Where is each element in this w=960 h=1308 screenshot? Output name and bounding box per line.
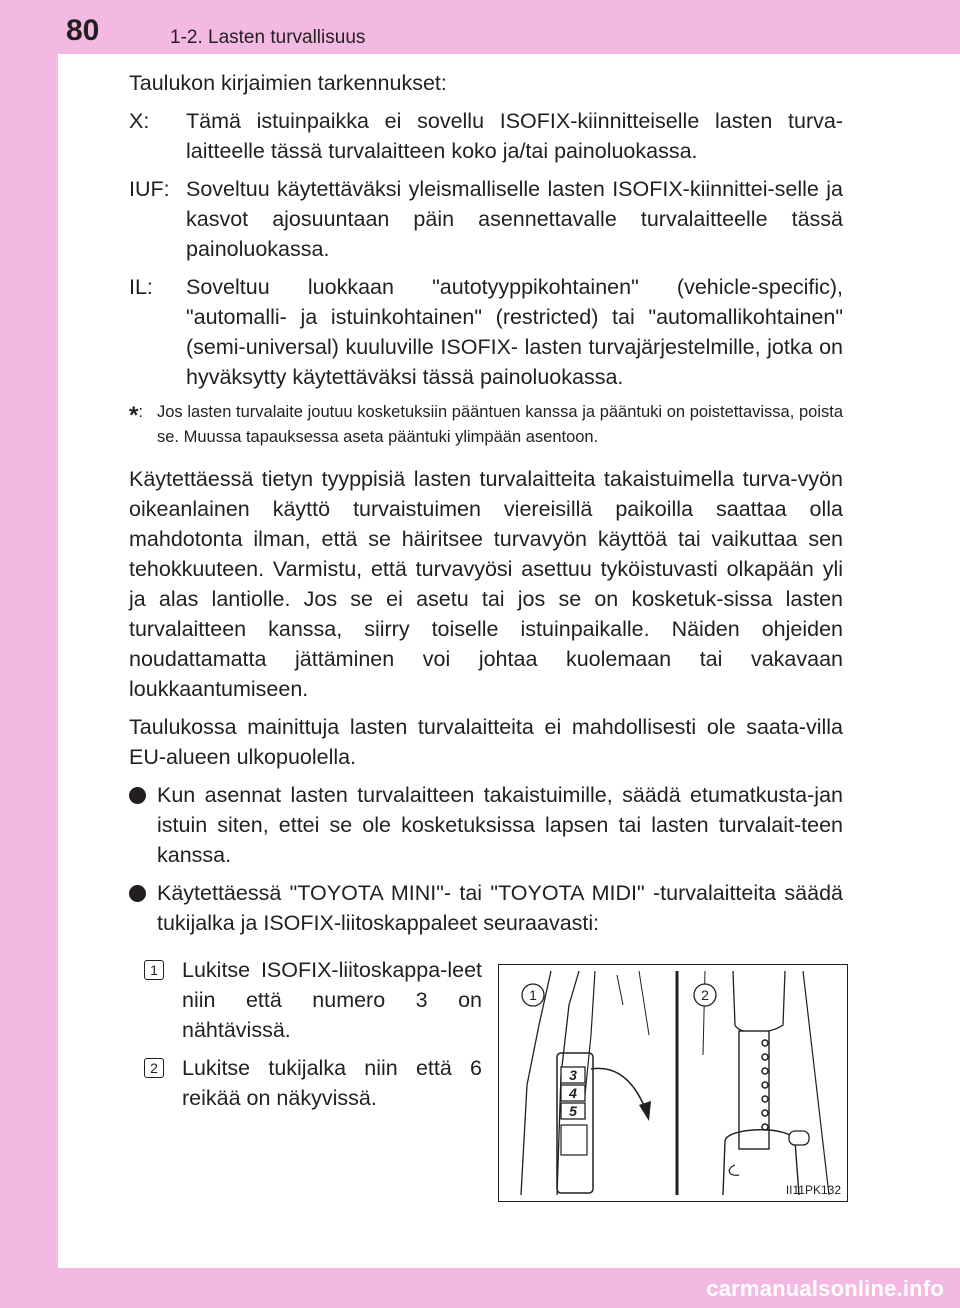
- bullet-item: [129, 780, 843, 870]
- step-text: Lukitse tukijalka niin että 6 reikää on näkyvissä.: [182, 1056, 482, 1110]
- pointer-arrow: [591, 1068, 647, 1113]
- release-button: [789, 1131, 809, 1145]
- definition-iuf: [129, 174, 843, 264]
- illustration-drawing: [499, 965, 847, 1201]
- definition-key: X:: [129, 109, 150, 133]
- seat-fold-line: [617, 975, 623, 1005]
- paragraph-availability: Taulukossa mainittuja lasten turvalaitteita ei mahdollisesti ole saata-villa EU-alueen ulkopuolella.: [129, 715, 843, 769]
- scale-number: 4: [569, 1085, 577, 1101]
- bullet-item: [129, 878, 843, 938]
- page-number: 80: [66, 14, 100, 47]
- seat-side-line: [803, 971, 829, 1195]
- arrow-head-icon: [639, 1101, 651, 1121]
- definition-text: Tämä istuinpaikka ei sovellu ISOFIX-kiinnitteiselle lasten turva-laitteelle tässä turvalaitteen koko ja/tai painoluokassa.: [186, 109, 843, 163]
- bullet-icon: [129, 787, 146, 804]
- steps-list: [144, 955, 482, 1121]
- footnote: [129, 400, 843, 450]
- paragraph-seatbelt: Käytettäessä tietyn tyyppisiä lasten turvalaitteita takaistuimella turva-vyön oikeanlainen käyttö turvaistuimen viereisillä paikoilla saattaa olla mahdotonta ilman, että se häiritsee turvavyön käyttöä tai vaikuttaa sen tehokkuuteen. Varmistu, että turvavyösi asettuu tyköistuvasti olkapään yli ja alas lantiolle. Jos se ei asetu tai jos se on kosketuk-sissa lasten turvalaitteen kanssa, siirry toiselle istuinpaikalle. Näiden ohjeiden noudattamatta jättäminen voi johtaa kuolemaan tai vakavaan loukkaantumiseen.: [129, 467, 843, 701]
- isofix-illustration: [498, 964, 848, 1202]
- scale-number: 3: [569, 1067, 577, 1083]
- watermark: carmanualsonline.info: [706, 1276, 944, 1301]
- step-text: Lukitse ISOFIX-liitoskappa-leet niin että numero 3 on nähtävissä.: [182, 958, 482, 1042]
- scale-number: 5: [569, 1103, 577, 1119]
- definition-text: Soveltuu luokkaan "autotyyppikohtainen" (vehicle-specific), "automalli- ja istuinkohtainen" (restricted) tai "automallikohtainen" (semi-universal) kuuluville ISOFIX- lasten turvajärjestelmille, jotka on hyväksytty käytettäväksi tässä painoluokassa.: [186, 275, 843, 389]
- main-content: [129, 68, 843, 946]
- definition-il: [129, 272, 843, 392]
- seat-fold-line: [639, 971, 649, 1035]
- callout-1-label: 1: [529, 987, 537, 1003]
- footnote-text: Jos lasten turvalaite joutuu kosketuksiin pääntuen kanssa ja pääntuki on poistettavissa, poista se. Muussa tapauksessa aseta pääntuki ylimpään asentoon.: [157, 403, 843, 446]
- definition-key: IL:: [129, 275, 153, 299]
- side-color-stripe: [0, 0, 58, 1308]
- definition-key: IUF:: [129, 177, 170, 201]
- definition-text: Soveltuu käytettäväksi yleismalliselle lasten ISOFIX-kiinnittei-selle ja kasvot ajosuuntaan päin asennettavalle turvalaitteelle tässä painoluokassa.: [186, 177, 843, 261]
- definition-x: [129, 106, 843, 166]
- step-number-badge: 1: [144, 960, 164, 980]
- bullet-text: Käytettäessä "TOYOTA MINI"- tai "TOYOTA MIDI" -turvalaitteita säädä tukijalka ja ISOFIX-liitoskappaleet seuraavasti:: [157, 881, 843, 935]
- footnote-colon: :: [138, 403, 143, 421]
- intro-text: Taulukon kirjaimien tarkennukset:: [129, 71, 447, 95]
- housing-detail: [729, 1165, 739, 1175]
- step-item: [144, 1053, 482, 1113]
- asterisk-icon: *: [129, 402, 139, 429]
- figure-code: II11PK132: [785, 1183, 841, 1197]
- section-title: 1-2. Lasten turvallisuus: [170, 27, 366, 48]
- footnote-mark: [129, 400, 143, 428]
- step-number-badge: 2: [144, 1058, 164, 1078]
- callout-2-label: 2: [701, 987, 709, 1003]
- seat-base-outline: [733, 971, 785, 1033]
- connector-latch: [561, 1125, 587, 1155]
- bullet-icon: [129, 885, 146, 902]
- bullet-text: Kun asennat lasten turvalaitteen takaistuimille, säädä etumatkusta-jan istuin siten, ettei se ole kosketuksissa lapsen tai lasten turvalait-teen kanssa.: [157, 783, 843, 867]
- step-item: [144, 955, 482, 1045]
